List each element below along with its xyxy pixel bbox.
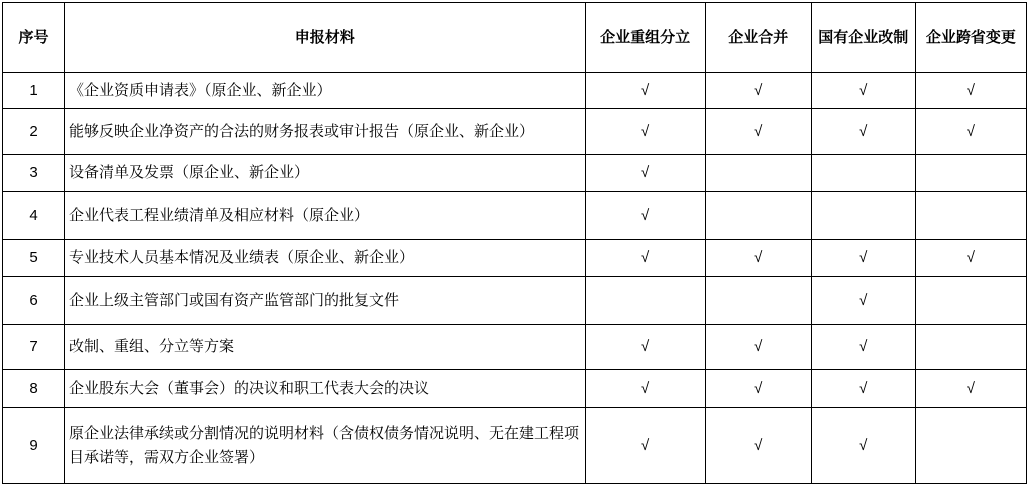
- row-number: 6: [3, 277, 65, 325]
- check-cell: [811, 155, 915, 192]
- check-cell: √: [705, 325, 811, 370]
- check-cell: √: [705, 370, 811, 408]
- header-application-materials: 申报材料: [65, 3, 586, 73]
- application-materials-table: [2, 2, 1027, 484]
- table-row: [3, 370, 1027, 408]
- row-number: 1: [3, 73, 65, 109]
- check-cell: √: [585, 370, 705, 408]
- header-row: [3, 3, 1027, 73]
- check-cell: √: [811, 277, 915, 325]
- check-cell: √: [915, 73, 1026, 109]
- table-row: [3, 73, 1027, 109]
- header-enterprise-merger: 企业合并: [705, 3, 811, 73]
- check-cell: √: [811, 325, 915, 370]
- row-number: 4: [3, 192, 65, 240]
- check-cell: [915, 325, 1026, 370]
- check-cell: √: [705, 73, 811, 109]
- table-row: [3, 240, 1027, 277]
- table-row: [3, 277, 1027, 325]
- material-cell: 企业上级主管部门或国有资产监管部门的批复文件: [65, 277, 586, 325]
- header-state-owned-enterprise-reform: 国有企业改制: [811, 3, 915, 73]
- material-cell: 能够反映企业净资产的合法的财务报表或审计报告（原企业、新企业）: [65, 109, 586, 155]
- check-cell: √: [915, 240, 1026, 277]
- check-cell: √: [811, 109, 915, 155]
- check-cell: [915, 408, 1026, 484]
- header-enterprise-cross-province-change: 企业跨省变更: [915, 3, 1026, 73]
- check-cell: √: [915, 370, 1026, 408]
- check-cell: √: [585, 192, 705, 240]
- check-cell: √: [705, 240, 811, 277]
- check-cell: √: [585, 109, 705, 155]
- check-cell: √: [585, 155, 705, 192]
- check-cell: [705, 277, 811, 325]
- check-cell: [705, 192, 811, 240]
- material-cell: 企业代表工程业绩清单及相应材料（原企业）: [65, 192, 586, 240]
- material-cell: 《企业资质申请表》（原企业、新企业）: [65, 73, 586, 109]
- table-row: [3, 192, 1027, 240]
- check-cell: [705, 155, 811, 192]
- table-row: [3, 408, 1027, 484]
- check-cell: √: [585, 73, 705, 109]
- check-cell: [915, 277, 1026, 325]
- check-cell: √: [705, 109, 811, 155]
- table-row: [3, 109, 1027, 155]
- material-cell: 原企业法律承续或分割情况的说明材料（含债权债务情况说明、无在建工程项目承诺等，需双方企业签署）: [65, 408, 586, 484]
- table-row: [3, 325, 1027, 370]
- row-number: 9: [3, 408, 65, 484]
- material-cell: 改制、重组、分立等方案: [65, 325, 586, 370]
- header-enterprise-restructuring-division: 企业重组分立: [585, 3, 705, 73]
- table-body: [3, 73, 1027, 484]
- material-cell: 设备清单及发票（原企业、新企业）: [65, 155, 586, 192]
- check-cell: √: [811, 370, 915, 408]
- check-cell: √: [811, 240, 915, 277]
- check-cell: [811, 192, 915, 240]
- check-cell: [585, 277, 705, 325]
- check-cell: [915, 192, 1026, 240]
- check-cell: √: [915, 109, 1026, 155]
- check-cell: √: [811, 408, 915, 484]
- row-number: 5: [3, 240, 65, 277]
- row-number: 3: [3, 155, 65, 192]
- row-number: 7: [3, 325, 65, 370]
- table-row: [3, 155, 1027, 192]
- table-header: [3, 3, 1027, 73]
- check-cell: [915, 155, 1026, 192]
- material-cell: 专业技术人员基本情况及业绩表（原企业、新企业）: [65, 240, 586, 277]
- check-cell: √: [585, 240, 705, 277]
- row-number: 8: [3, 370, 65, 408]
- check-cell: √: [811, 73, 915, 109]
- check-cell: √: [705, 408, 811, 484]
- header-serial-number: 序号: [3, 3, 65, 73]
- row-number: 2: [3, 109, 65, 155]
- material-cell: 企业股东大会（董事会）的决议和职工代表大会的决议: [65, 370, 586, 408]
- check-cell: √: [585, 408, 705, 484]
- check-cell: √: [585, 325, 705, 370]
